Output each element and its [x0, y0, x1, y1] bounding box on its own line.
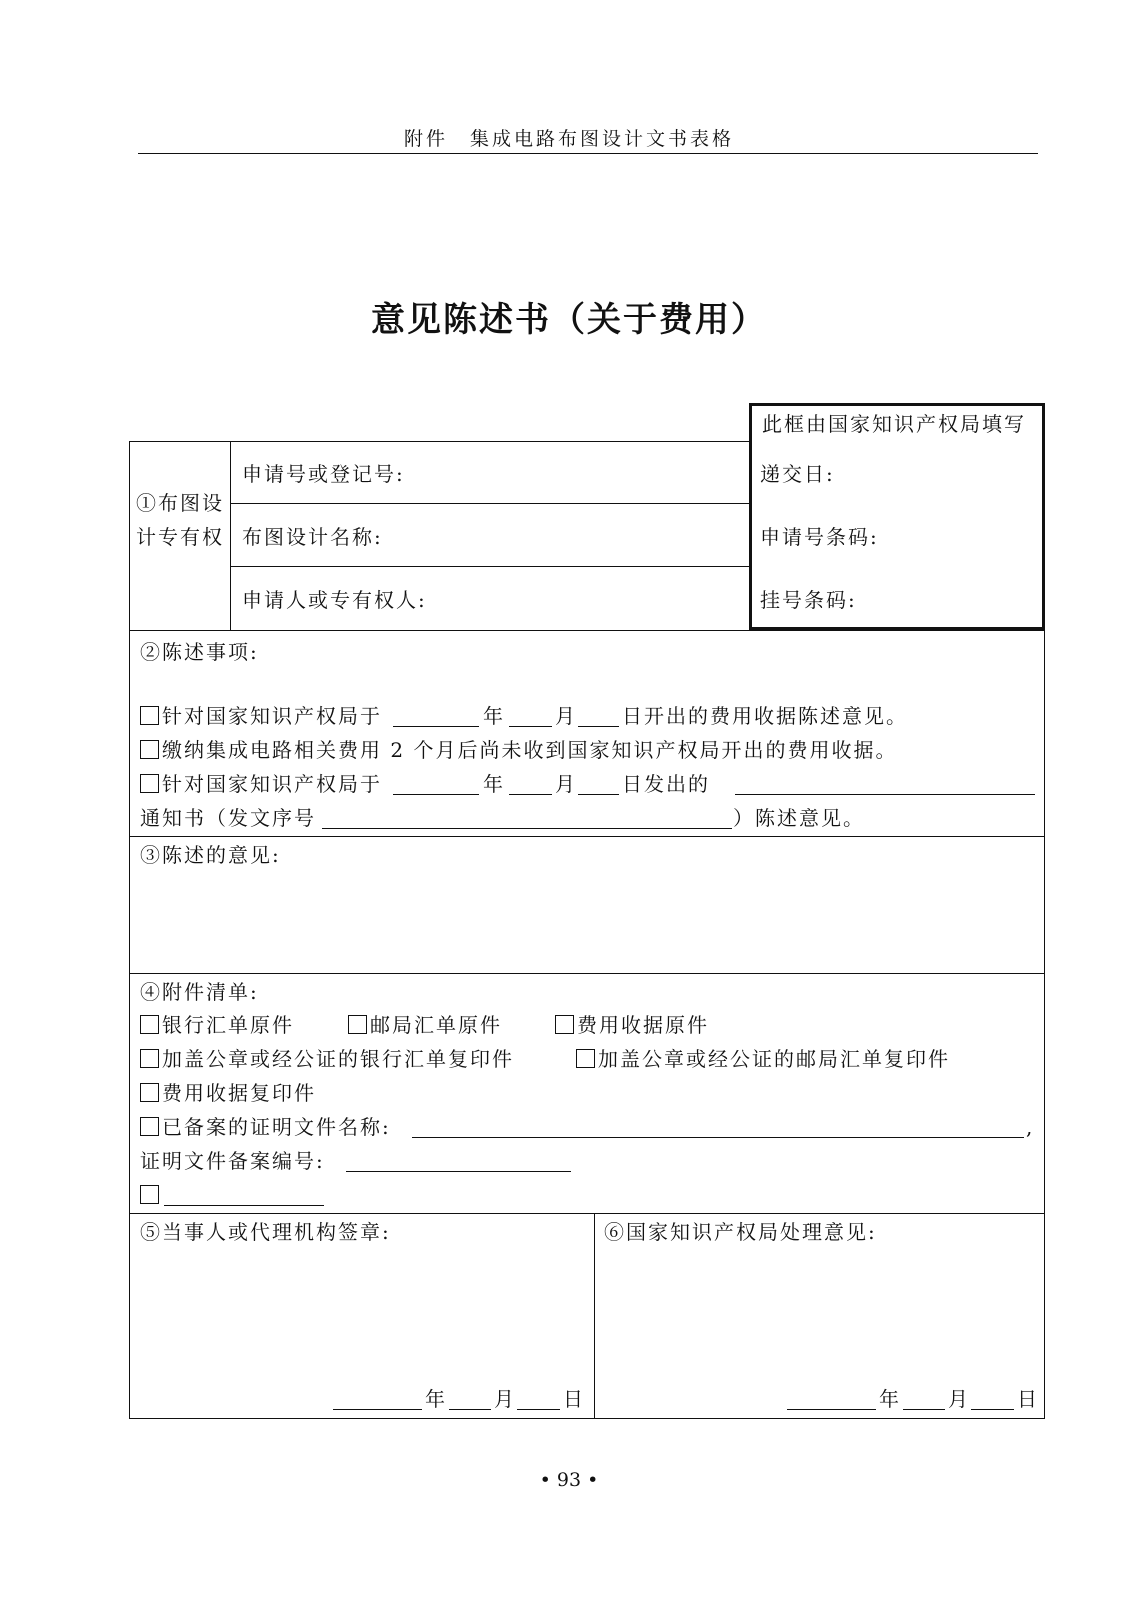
bank-original-label: 银行汇单原件 [162, 1013, 294, 1037]
page-number: • 93 • [539, 1469, 599, 1491]
opt3-line2-prefix: 通知书（发文序号 [140, 806, 316, 830]
section4-label: ④附件清单: [140, 980, 259, 1004]
section5-day: 日 [563, 1387, 585, 1411]
opt1-month: 月 [555, 704, 577, 728]
section2-label: ②陈述事项: [140, 640, 259, 664]
receipt-copy-label: 费用收据复印件 [162, 1081, 316, 1105]
opt3-prefix: 针对国家知识产权局于 [162, 772, 382, 796]
submit-date-label: 递交日: [760, 462, 835, 486]
reg-barcode-label: 挂号条码: [760, 588, 857, 612]
opt3-month: 月 [555, 772, 577, 796]
opt1-checkbox[interactable] [140, 706, 159, 725]
section5-label: ⑤当事人或代理机构签章: [140, 1220, 391, 1244]
post-copy-label: 加盖公章或经公证的邮局汇单复印件 [598, 1047, 950, 1071]
opt3-line2-suffix: ）陈述意见。 [733, 806, 865, 830]
section1-label: ①布图设计专有权 [136, 491, 224, 549]
opt3-year: 年 [483, 772, 505, 796]
filed-doc-label: 已备案的证明文件名称: [162, 1115, 391, 1139]
bank-original-checkbox[interactable] [140, 1015, 159, 1034]
page-header: 附件 集成电路布图设计文书表格 [403, 128, 734, 150]
opt1-prefix: 针对国家知识产权局于 [162, 704, 382, 728]
applicant-label: 申请人或专有权人: [242, 588, 427, 612]
header-divider [138, 153, 1038, 154]
receipt-copy-checkbox[interactable] [140, 1083, 159, 1102]
bank-copy-label: 加盖公章或经公证的银行汇单复印件 [162, 1047, 514, 1071]
section5-month: 月 [494, 1387, 516, 1411]
bank-copy-checkbox[interactable] [140, 1049, 159, 1068]
filed-no-field[interactable] [346, 1171, 571, 1172]
post-copy-checkbox[interactable] [576, 1049, 595, 1068]
filed-no-label: 证明文件备案编号: [140, 1149, 325, 1173]
opt2-checkbox[interactable] [140, 740, 159, 759]
office-box-title: 此框由国家知识产权局填写 [762, 412, 1026, 436]
other-attachment-checkbox[interactable] [140, 1185, 159, 1204]
section6-label: ⑥国家知识产权局处理意见: [604, 1220, 877, 1244]
section3-label: ③陈述的意见: [140, 843, 281, 867]
opt1-suffix: 日开出的费用收据陈述意见。 [622, 704, 908, 728]
app-barcode-label: 申请号条码: [760, 525, 879, 549]
other-attachment-field[interactable] [164, 1205, 324, 1206]
receipt-original-checkbox[interactable] [555, 1015, 574, 1034]
opt2-text: 缴纳集成电路相关费用 2 个月后尚未收到国家知识产权局开出的费用收据。 [162, 738, 898, 762]
receipt-original-label: 费用收据原件 [577, 1013, 709, 1037]
form-title: 意见陈述书（关于费用） [371, 300, 767, 340]
section6-month: 月 [948, 1387, 970, 1411]
opt3-checkbox[interactable] [140, 774, 159, 793]
section5-year: 年 [425, 1387, 447, 1411]
app-no-label: 申请号或登记号: [242, 462, 405, 486]
filed-doc-comma: , [1026, 1115, 1035, 1139]
post-original-label: 邮局汇单原件 [370, 1013, 502, 1037]
post-original-checkbox[interactable] [348, 1015, 367, 1034]
section6-day: 日 [1017, 1387, 1039, 1411]
filed-doc-name-field[interactable] [412, 1137, 1024, 1138]
section6-year: 年 [879, 1387, 901, 1411]
opt3-suffix: 日发出的 [622, 772, 710, 796]
filed-doc-checkbox[interactable] [140, 1117, 159, 1136]
opt1-year: 年 [483, 704, 505, 728]
design-name-label: 布图设计名称: [242, 525, 383, 549]
